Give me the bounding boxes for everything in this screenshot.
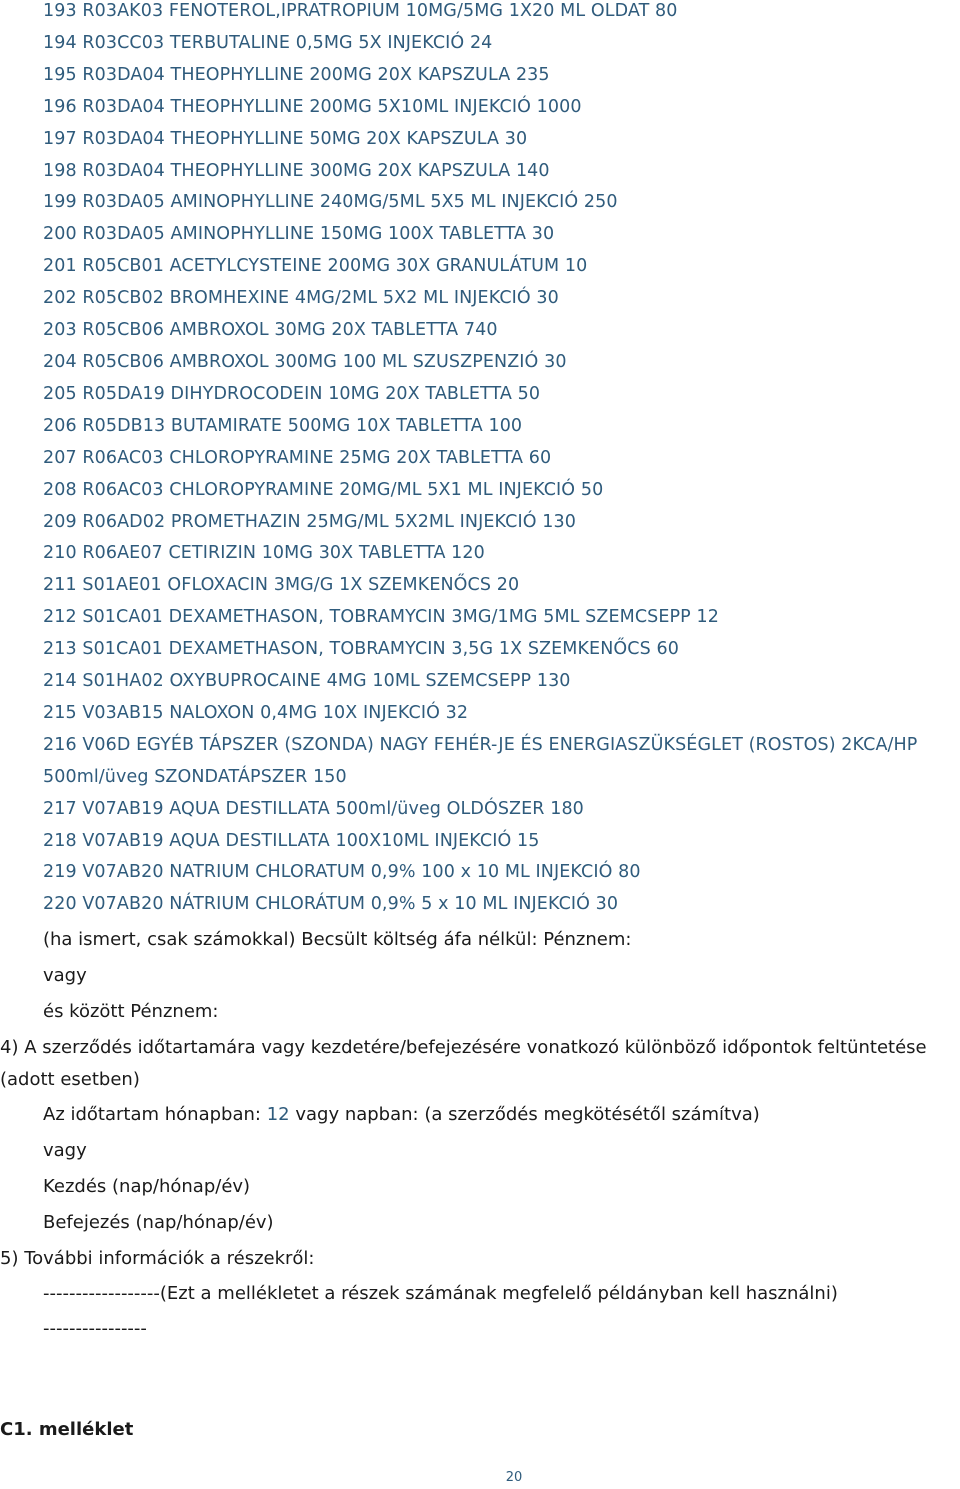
list-item: 200 R03DA05 AMINOPHYLLINE 150MG 100X TABLETTA 30 [43, 224, 555, 245]
list-item: 218 V07AB19 AQUA DESTILLATA 100X10ML INJEKCIÓ 15 [43, 830, 540, 851]
annex-title: C1. melléklet [0, 1419, 134, 1440]
section5-heading: 5) További információk a részekről: [0, 1248, 315, 1269]
list-item: 196 R03DA04 THEOPHYLLINE 200MG 5X10ML INJEKCIÓ 1000 [43, 96, 582, 117]
list-item: 202 R05CB02 BROMHEXINE 4MG/2ML 5X2 ML INJEKCIÓ 30 [43, 288, 559, 309]
duration-suffix: vagy napban: (a szerződés megkötésétől számítva) [289, 1104, 760, 1125]
page-number: 20 [505, 1470, 523, 1485]
duration-line [43, 1103, 760, 1127]
list-item: 194 R03CC03 TERBUTALINE 0,5MG 5X INJEKCIÓ 24 [43, 32, 493, 53]
list-item: 210 R06AE07 CETIRIZIN 10MG 30X TABLETTA 120 [43, 543, 485, 564]
list-item: 215 V03AB15 NALOXON 0,4MG 10X INJEKCIÓ 32 [43, 702, 469, 723]
end-date-line: Befejezés (nap/hónap/év) [43, 1212, 274, 1233]
list-item: 203 R05CB06 AMBROXOL 30MG 20X TABLETTA 740 [43, 320, 498, 341]
list-item: 220 V07AB20 NÁTRIUM CHLORÁTUM 0,9% 5 x 10 ML INJEKCIÓ 30 [43, 894, 619, 915]
list-item: 212 S01CA01 DEXAMETHASON, TOBRAMYCIN 3MG/1MG 5ML SZEMCSEPP 12 [43, 607, 719, 628]
cost-or-text: vagy [43, 965, 87, 986]
item-list [43, 0, 953, 921]
list-item: 197 R03DA04 THEOPHYLLINE 50MG 20X KAPSZULA 30 [43, 128, 528, 149]
list-item: 209 R06AD02 PROMETHAZIN 25MG/ML 5X2ML INJEKCIÓ 130 [43, 511, 576, 532]
list-item: 204 R05CB06 AMBROXOL 300MG 100 ML SZUSZPENZIÓ 30 [43, 351, 567, 372]
duration-prefix: Az időtartam hónapban: [43, 1104, 267, 1125]
list-item: 201 R05CB01 ACETYLCYSTEINE 200MG 30X GRANULÁTUM 10 [43, 256, 588, 277]
list-item: 206 R05DB13 BUTAMIRATE 500MG 10X TABLETTA 100 [43, 415, 523, 436]
list-item: 211 S01AE01 OFLOXACIN 3MG/G 1X SZEMKENŐCS 20 [43, 575, 520, 596]
duration-value: 12 [266, 1104, 290, 1125]
duration-or-text: vagy [43, 1140, 87, 1161]
list-item: 195 R03DA04 THEOPHYLLINE 200MG 20X KAPSZULA 235 [43, 64, 550, 85]
list-item: 216 V06D EGYÉB TÁPSZER (SZONDA) NAGY FEHÉR-JE ÉS ENERGIASZÜKSÉGLET (ROSTOS) 2KCA/HP 500ml/üveg SZONDATÁPSZER 150 [43, 734, 918, 787]
start-date-line: Kezdés (nap/hónap/év) [43, 1176, 251, 1197]
section5-note: ------------------(Ezt a mellékletet a részek számának megfelelő példányban kell használni) [43, 1283, 838, 1304]
section4-heading: 4) A szerződés időtartamára vagy kezdetére/befejezésére vonatkozó különböző időpontok feltüntetése (adott esetben) [0, 1037, 927, 1090]
list-item: 198 R03DA04 THEOPHYLLINE 300MG 20X KAPSZULA 140 [43, 160, 550, 181]
cost-between-line: és között Pénznem: [43, 1001, 219, 1022]
section5-dashes: ---------------- [43, 1318, 147, 1339]
list-item: 207 R06AC03 CHLOROPYRAMINE 25MG 20X TABLETTA 60 [43, 447, 552, 468]
cost-estimate-line: (ha ismert, csak számokkal) Becsült költség áfa nélkül: Pénznem: [43, 929, 632, 950]
list-item: 193 R03AK03 FENOTEROL,IPRATROPIUM 10MG/5MG 1X20 ML OLDAT 80 [43, 1, 678, 21]
list-item: 205 R05DA19 DIHYDROCODEIN 10MG 20X TABLETTA 50 [43, 383, 541, 404]
list-item: 199 R03DA05 AMINOPHYLLINE 240MG/5ML 5X5 ML INJEKCIÓ 250 [43, 192, 618, 213]
list-item: 214 S01HA02 OXYBUPROCAINE 4MG 10ML SZEMCSEPP 130 [43, 671, 571, 692]
list-item: 213 S01CA01 DEXAMETHASON, TOBRAMYCIN 3,5G 1X SZEMKENŐCS 60 [43, 639, 679, 660]
list-item: 208 R06AC03 CHLOROPYRAMINE 20MG/ML 5X1 ML INJEKCIÓ 50 [43, 479, 604, 500]
list-item: 217 V07AB19 AQUA DESTILLATA 500ml/üveg OLDÓSZER 180 [43, 798, 584, 819]
list-item: 219 V07AB20 NATRIUM CHLORATUM 0,9% 100 x 10 ML INJEKCIÓ 80 [43, 862, 641, 883]
